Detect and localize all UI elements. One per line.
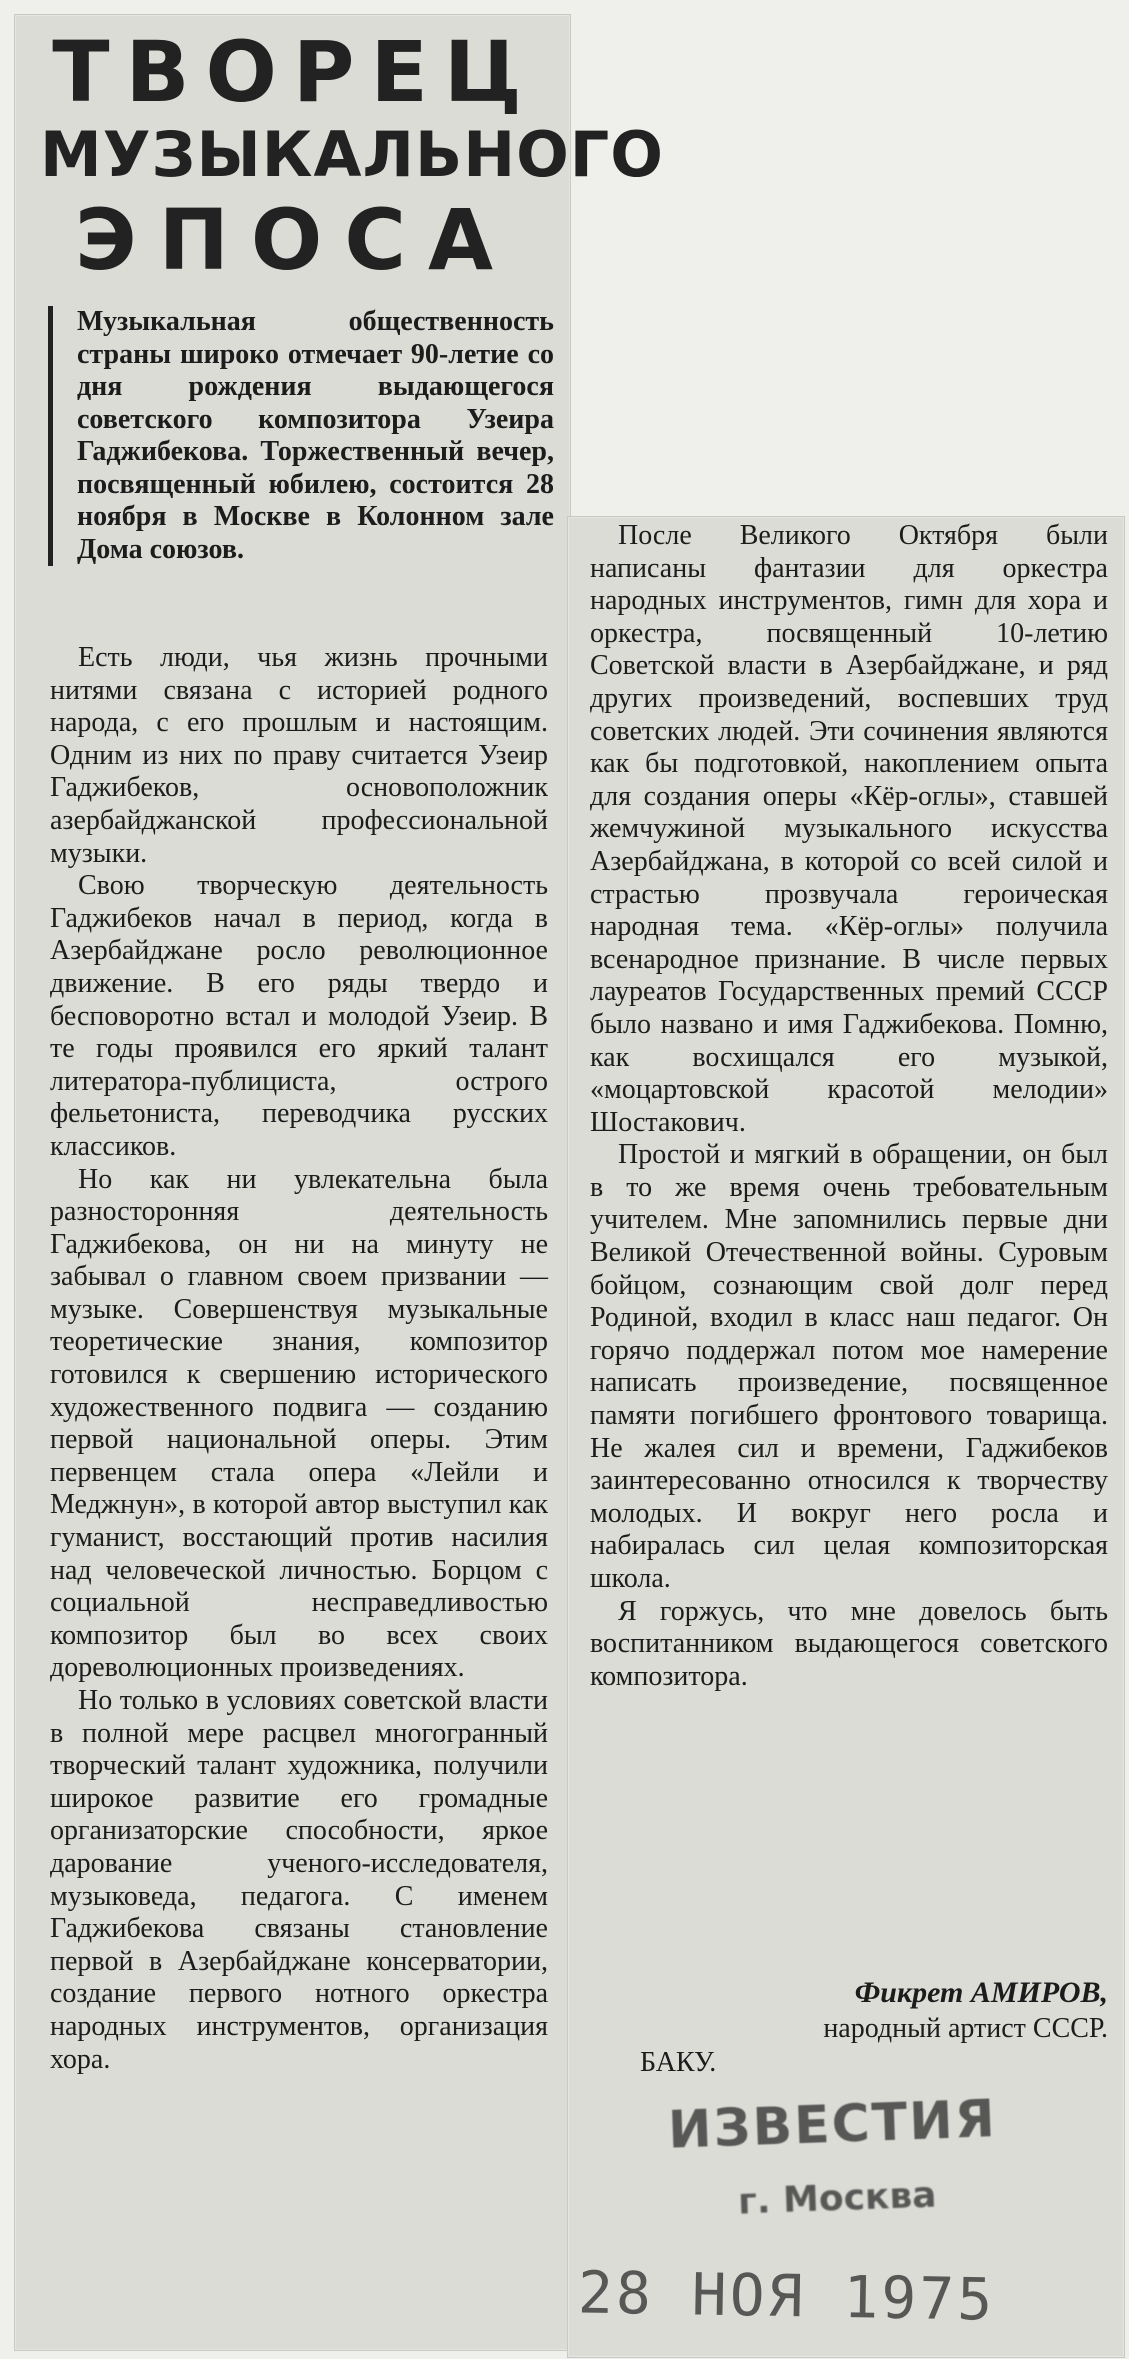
paragraph: Свою творческую деятельность Гаджибеков начал в период, когда в Азербайджане росло революционное движение. В его ряды твердо и бесповоротно встал и молодой Узеир. В те годы проявился его яркий талант литератора-публициста, острого фельетониста, переводчика русских классиков. [50, 870, 548, 1162]
author-title: народный артист СССР. [823, 2013, 1108, 2044]
paragraph: Но только в условиях советской власти в полной мере расцвел многогранный творческий талант художника, получили широкое развитие его громадные организаторские способности, яркое дарование ученого-исследователя, музыковеда, педагога. С именем Гаджибекова связаны становление первой в Азербайджане консерватории, создание первого нотного оркестра народных инструментов, организация хора. [50, 1685, 548, 2075]
article-column-right [590, 520, 1108, 1693]
author-city: БАКУ. [640, 2047, 717, 2078]
headline-line-3: ЭПОСА [74, 191, 515, 289]
paragraph: Есть люди, чья жизнь прочными нитями связана с историей родного народа, с его прошлым и настоящим. Одним из них по праву считается Узеир Гаджибеков, основоположник азербайджанской профессиональной музыки. [50, 642, 548, 869]
stamp-date: 28 НОЯ 1975 [577, 2258, 996, 2334]
paragraph: После Великого Октября были написаны фантазии для оркестра народных инструментов, гимн для хора и оркестра, посвященный 10-летию Советской власти в Азербайджане, и ряд других произведений, воспевших труд советских людей. Эти сочинения являются как бы подготовкой, накоплением опыта для создания оперы «Кёр-оглы», ставшей жемчужиной музыкального искусства Азербайджана, в которой со всей силой и страстью прозвучала героическая народная тема. «Кёр-оглы» получила всенародное признание. В числе первых лауреатов Государственных премий СССР было названо и имя Гаджибекова. Помню, как восхищался его музыкой, «моцартовской красотой мелодии» Шостакович. [590, 520, 1108, 1138]
paragraph: Простой и мягкий в обращении, он был в то же время очень требовательным учителем. Мне запомнились первые дни Великой Отечественной войны. Суровым бойцом, сознающим свой долг перед Родиной, входил в класс наш педагог. Он горячо поддержал потом мое намерение написать произведение, посвященное памяти погибшего фронтового товарища. Не жалея сил и времени, Гаджибеков заинтересованно относился к творчеству молодых. И вокруг него росла и набиралась сил целая композиторская школа. [590, 1139, 1108, 1594]
stamp-newspaper: ИЗВЕСТИЯ [667, 2089, 998, 2161]
headline-line-2: МУЗЫКАЛЬНОГО [40, 118, 665, 191]
headline-line-1: ТВОРЕЦ [52, 23, 538, 121]
paragraph: Но как ни увлекательна была разносторонняя деятельность Гаджибекова, он ни на минуту не забывал о главном своем призвании — музыке. Совершенствуя музыкальные теоретические знания, композитор готовился к свершению исторического художественного подвига — созданию первой национальной оперы. Этим первенцем стала опера «Лейли и Меджнун», в которой автор выступил как гуманист, восстающий против насилия над человеческой личностью. Борцом с социальной несправедливостью композитор был во всех своих дореволюционных произведениях. [50, 1163, 548, 1684]
stamp-city: г. Москва [737, 2174, 938, 2223]
article-lead: Музыкальная общественность страны широко отмечает 90-летие со дня рождения выдающегося советского композитора Узеира Гаджибекова. Торжественный вечер, посвященный юбилею, состоится 28 ноября в Москве в Колонном зале Дома союзов. [48, 306, 554, 566]
article-column-left [50, 642, 548, 2076]
author-name: Фикрет АМИРОВ, [854, 1976, 1108, 2009]
paragraph: Я горжусь, что мне довелось быть воспитанником выдающегося советского композитора. [590, 1595, 1108, 1692]
article-headline [40, 23, 665, 289]
